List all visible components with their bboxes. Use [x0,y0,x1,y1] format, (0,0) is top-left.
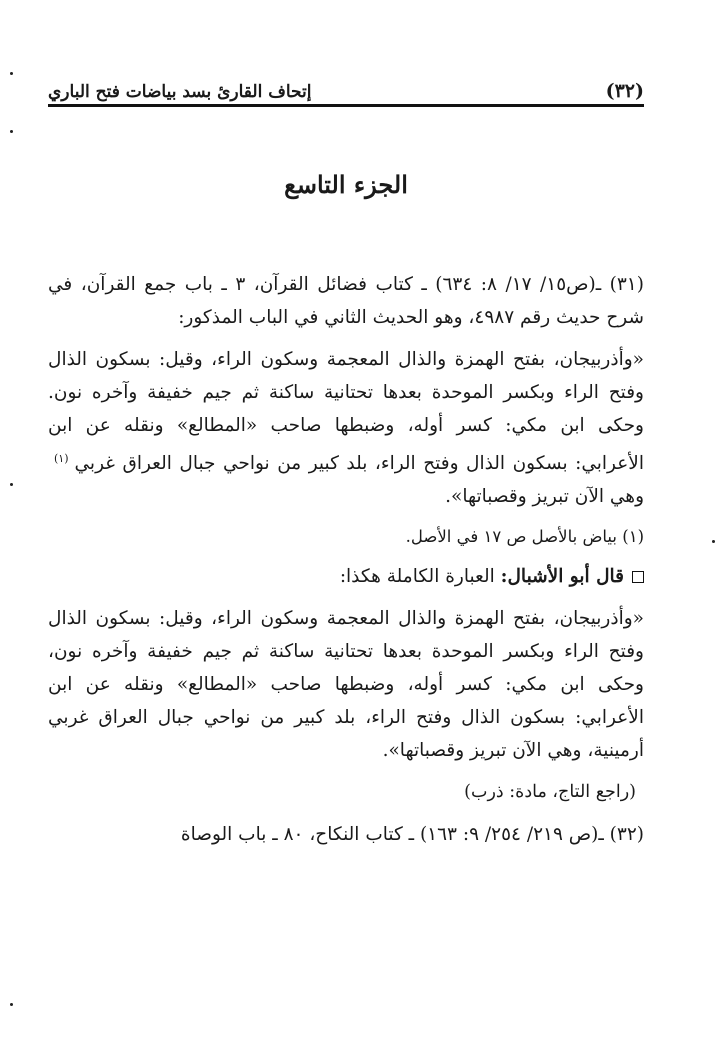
running-header [48,72,644,102]
book-title: إتحاف القارئ بسد بياضات فتح الباري [48,82,312,102]
chapter-title: الجزء التاسع [284,170,408,199]
page-number: (٣٢) [605,80,644,102]
entry-32-reference: (٣٢) ـ(ص ٢١٩/ ٢٥٤/ ٩: ١٦٣) ـ كتاب النكاح، ٨٠ ـ باب الوصاة [180,824,644,846]
scan-mark [10,1003,13,1006]
entry-31-quote-part1: «وأذربيجان، بفتح الهمزة والذال المعجمة وسكون الراء، وقيل: بسكون الذال وفتح الراء وبكسر الموحدة بعدها تحتانية ساكنة ثم جيم خفيفة وآخره نون. وحكى ابن مكي: كسر أوله، وضبطها صاحب «المطالع» ونقله عن ابن الأعرابي: بسكون الذال وفتح الراء، بلد كبير من نواحي جبال العراق غربي [48,349,644,475]
abu-ashbal-text: العبارة الكاملة هكذا: [339,566,495,588]
scan-mark [712,540,715,543]
entry-31-quote-part2: وهي الآن تبريز وقصباتها». [445,486,644,508]
header-rule [48,104,644,107]
footnote: (١) بياض بالأصل ص ١٧ في الأصل. [405,527,644,547]
abu-ashbal-reference: (راجع التاج، مادة: ذرب) [464,782,636,803]
page-body [48,268,644,860]
entry-31-quote [48,343,644,513]
abu-ashbal-heading [48,560,644,593]
square-bullet-icon [632,571,644,583]
scan-mark [10,483,13,486]
abu-ashbal-label: قال أبو الأشبال: [500,566,624,588]
scan-mark [10,130,13,133]
abu-ashbal-quote: «وأذربيجان، بفتح الهمزة والذال المعجمة وسكون الراء، وقيل: بسكون الذال وفتح الراء وبكسر الموحدة بعدها تحتانية ساكنة ثم جيم خفيفة وآخره نون، وحكى ابن مكي: كسر أوله، وضبطها صاحب «المطالع» ونقله عن ابن الأعرابي: بسكون الذال وفتح الراء، بلد كبير من نواحي جبال العراق غربي أرمينية، وهي الآن تبريز وقصباتها». [48,608,644,762]
scan-mark [10,72,13,75]
entry-31-reference: (٣١) ـ(ص١٥/ ١٧/ ٨: ٦٣٤) ـ كتاب فضائل القرآن، ٣ ـ باب جمع القرآن، في شرح حديث رقم ٤٩٨٧، وهو الحديث الثاني في الباب المذكور: [48,274,644,328]
footnote-marker: (١) [54,452,69,465]
